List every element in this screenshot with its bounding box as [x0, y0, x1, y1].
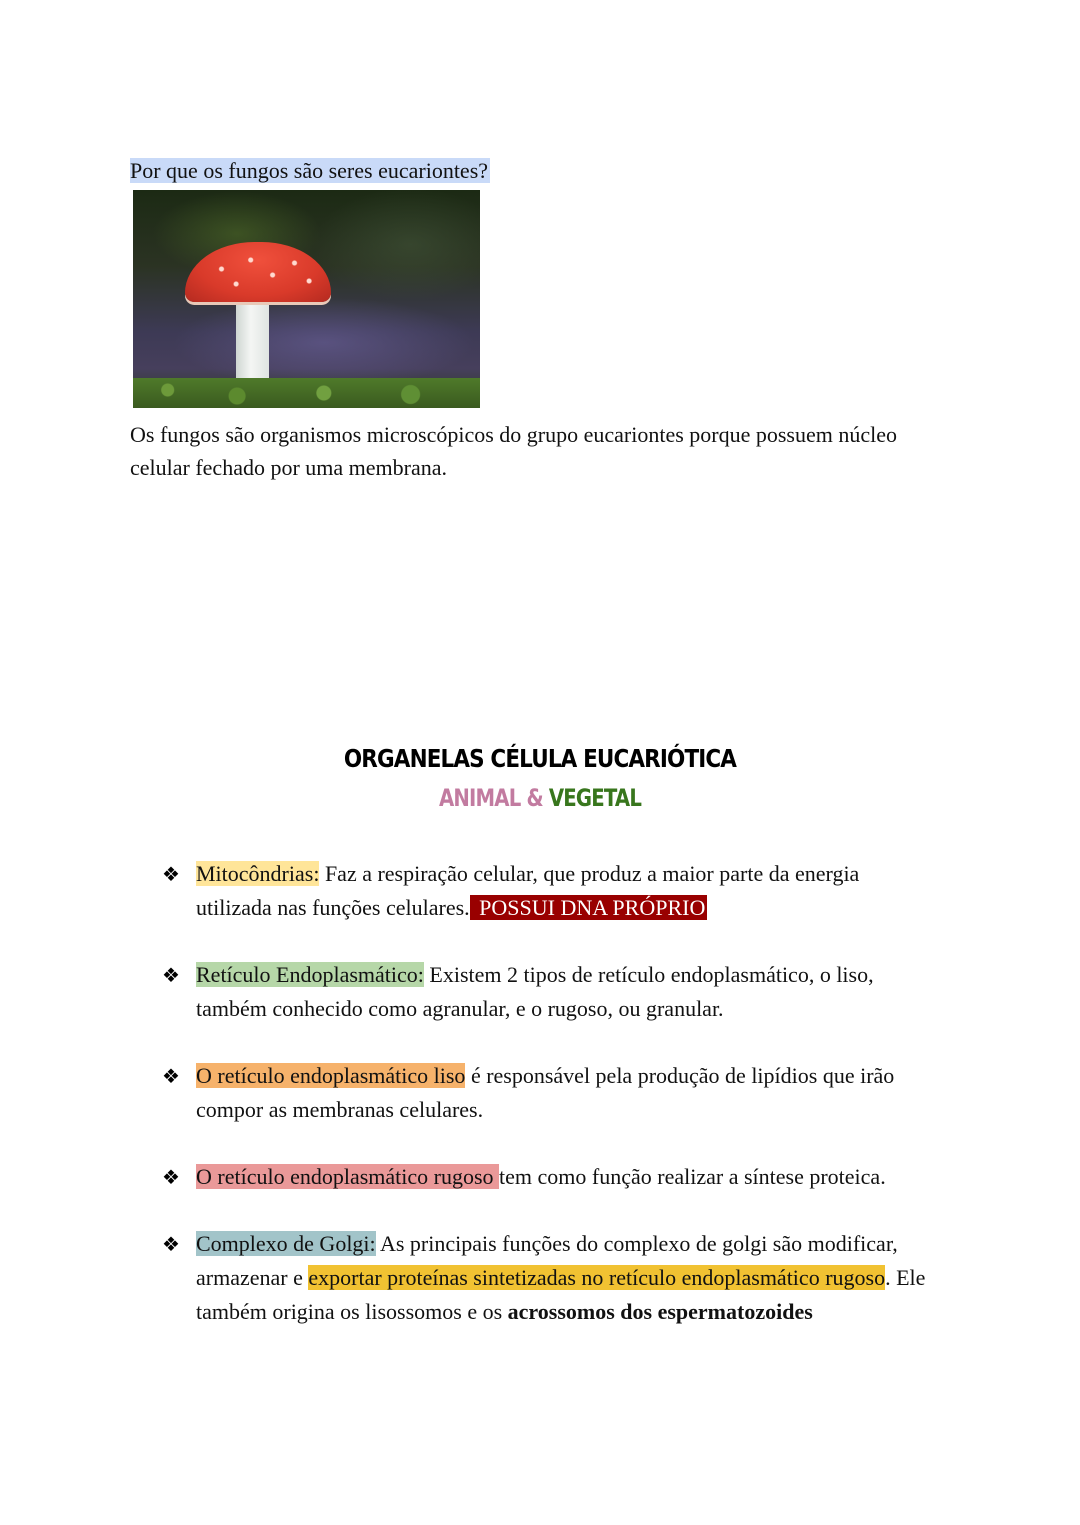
mushroom-stem — [236, 290, 269, 390]
description: tem como função realizar a síntese proteica. — [499, 1164, 886, 1189]
term-golgi: Complexo de Golgi: — [196, 1231, 376, 1256]
organelles-list — [160, 857, 930, 1362]
diamond-bullet-icon: ❖ — [162, 963, 180, 987]
list-item-golgi — [160, 1227, 930, 1329]
mushroom-photo-icon — [133, 190, 480, 408]
question-heading — [130, 156, 490, 186]
description: As principais funções do complexo de golgi são modificar, armazenar e — [196, 1231, 898, 1290]
description-continued: . Ele também origina os lisossomos e os — [196, 1265, 926, 1324]
description: Existem 2 tipos de retículo endoplasmático, o liso, também conhecido como agranular, e o rugoso, ou granular. — [196, 962, 874, 1021]
bold-acrossomos: acrossomos dos espermatozoides — [507, 1299, 813, 1324]
diamond-bullet-icon: ❖ — [162, 1165, 180, 1189]
list-item-reticulo-liso — [160, 1059, 930, 1127]
description: Faz a respiração celular, que produz a maior parte da energia utilizada nas funções celulares. — [196, 861, 860, 920]
section-title: ORGANELAS CÉLULA EUCARIÓTICA — [343, 744, 737, 773]
list-item-reticulo-rugoso — [160, 1160, 930, 1194]
term-reticulo-rugoso: O retículo endoplasmático rugoso — [196, 1164, 500, 1189]
diamond-bullet-icon: ❖ — [162, 1064, 180, 1088]
answer-paragraph: Os fungos são organismos microscópicos do grupo eucariontes porque possuem núcleo celular fechado por uma membrana. — [130, 422, 898, 480]
diamond-bullet-icon: ❖ — [162, 1232, 180, 1256]
list-item-reticulo — [160, 958, 930, 1026]
diamond-bullet-icon: ❖ — [162, 862, 180, 886]
term-mitocondrias: Mitocôndrias: — [196, 861, 320, 886]
subtitle-vegetal: VEGETAL — [548, 784, 642, 812]
term-reticulo-liso: O retículo endoplasmático liso — [196, 1063, 466, 1088]
mushroom-cap — [185, 242, 331, 302]
moss-ground — [133, 378, 480, 408]
subtitle-animal: ANIMAL — [438, 784, 521, 812]
dna-badge: POSSUI DNA PRÓPRIO — [470, 895, 708, 920]
section-subtitle — [97, 784, 983, 812]
question-text: Por que os fungos são seres eucariontes? — [130, 158, 489, 183]
list-item-mitocondrias — [160, 857, 930, 925]
term-reticulo: Retículo Endoplasmático: — [196, 962, 424, 987]
description: é responsável pela produção de lipídios que irão compor as membranas celulares. — [196, 1063, 895, 1122]
highlight-exportar: exportar proteínas sintetizadas no retículo endoplasmático rugoso — [308, 1265, 886, 1290]
subtitle-ampersand: & — [526, 784, 543, 812]
